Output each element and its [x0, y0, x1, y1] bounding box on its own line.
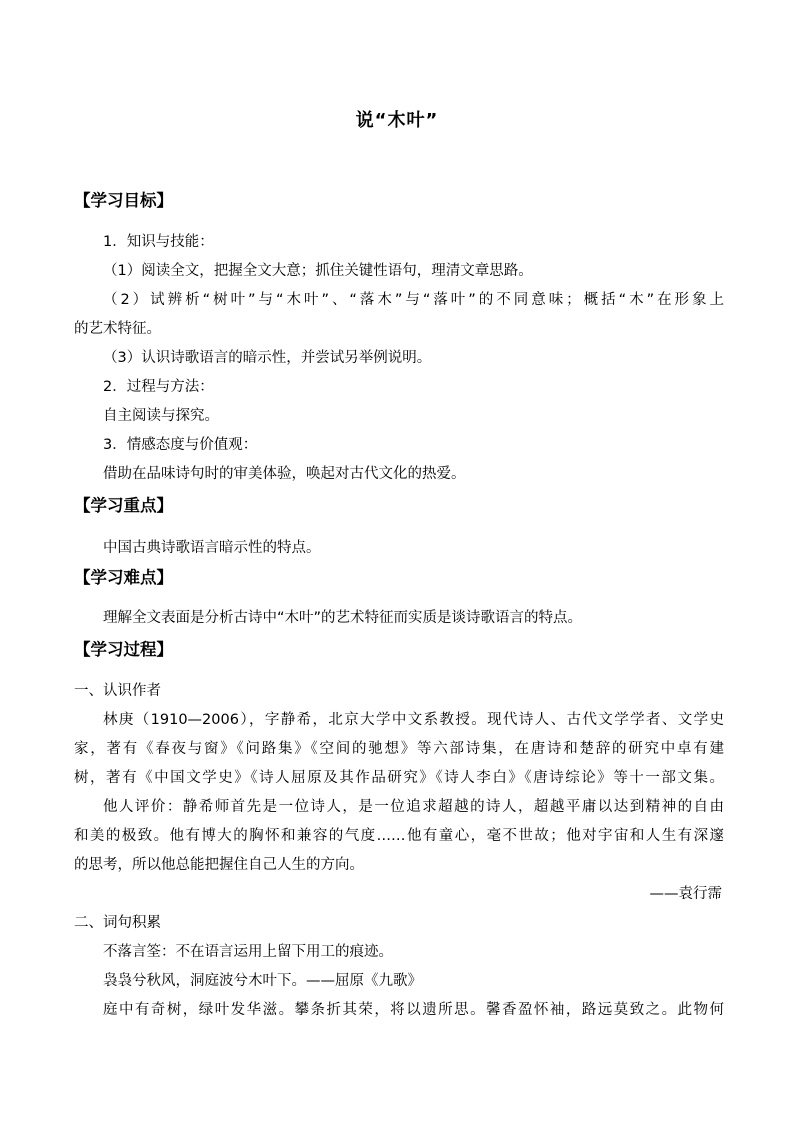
process-part2-title: 二、词句积累	[74, 915, 161, 931]
objective-item-3-text: 借助在品味诗句时的审美体验，唤起对古代文化的热爱。	[103, 466, 466, 482]
vocab-item: 不落言筌：不在语言运用上留下用工的痕迹。	[103, 944, 393, 960]
vocab-item: 庭中有奇树，绿叶发华滋。攀条折其荣，将以遗所思。馨香盈怀袖，路远莫致之。此物何	[103, 1002, 724, 1018]
author-paragraph-1: 家，著有《春夜与窗》《问路集》《空间的驰想》等六部诗集，在唐诗和楚辞的研究中卓有建	[74, 741, 724, 757]
objective-item-2: 2．过程与方法：	[103, 379, 214, 395]
quote-attribution: ——袁行霈	[649, 886, 722, 902]
section-heading-process: 【学习过程】	[74, 640, 173, 659]
objective-item-1: 1．知识与技能：	[103, 234, 214, 250]
author-paragraph-2: 他人评价：静希师首先是一位诗人，是一位追求超越的诗人，超越平庸以达到精神的自由	[103, 799, 724, 815]
objective-item-1-2-cont: 的艺术特征。	[74, 321, 161, 337]
author-paragraph-1: 树，著有《中国文学史》《诗人屈原及其作品研究》《诗人李白》《唐诗综论》等十一部文集。	[74, 770, 724, 786]
author-paragraph-1: 林庚（1910—2006），字静希，北京大学中文系教授。现代诗人、古代文学学者、文学史	[103, 712, 724, 728]
objective-item-2-text: 自主阅读与探究。	[103, 408, 219, 424]
key-points-text: 中国古典诗歌语言暗示性的特点。	[103, 540, 321, 556]
section-heading-key-points: 【学习重点】	[74, 496, 173, 515]
objective-item-1-2: （2）试辨析“树叶”与“木叶”、“落木”与“落叶”的不同意味；概括“木”在形象上	[103, 292, 724, 308]
section-heading-difficulties: 【学习难点】	[74, 568, 173, 587]
vocab-item: 袅袅兮秋风，洞庭波兮木叶下。——屈原《九歌》	[103, 973, 422, 989]
objective-item-1-1: （1）阅读全文，把握全文大意；抓住关键性语句，理清文章思路。	[103, 263, 533, 279]
objective-item-1-3: （3）认识诗歌语言的暗示性，并尝试另举例说明。	[103, 350, 432, 366]
process-part1-title: 一、认识作者	[74, 683, 161, 699]
author-paragraph-2: 和美的极致。他有博大的胸怀和兼容的气度……他有童心，毫不世故；他对宇宙和人生有深邃	[74, 828, 724, 844]
section-heading-objectives: 【学习目标】	[74, 191, 173, 210]
objective-item-3: 3．情感态度与价值观：	[103, 437, 258, 453]
page-title: 说“木叶”	[355, 110, 439, 131]
difficulties-text: 理解全文表面是分析古诗中“木叶”的艺术特征而实质是谈诗歌语言的特点。	[103, 610, 583, 626]
author-paragraph-2: 的思考，所以他总能把握住自己人生的方向。	[74, 857, 364, 873]
